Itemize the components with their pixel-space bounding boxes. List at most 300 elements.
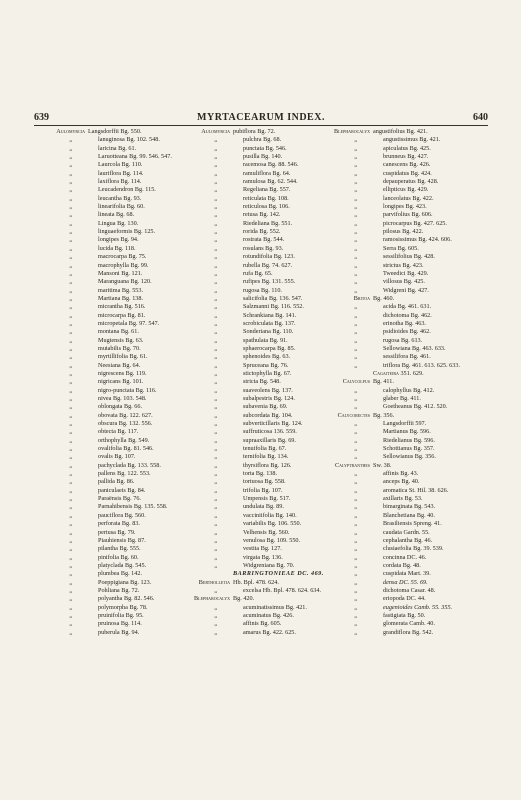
species-entry-text: Schottianus Bg. 357. [383,445,435,453]
species-entry-text: stricta Bg. 548. [243,378,281,386]
genus-name: Calycorectes [337,411,370,419]
ditto-mark: „ [354,478,357,486]
species-entry-text: lanceolatus Bg. 422. [383,194,434,202]
index-entry [214,361,373,370]
species-entry-text: pallida Bg. 86. [98,478,135,486]
ditto-mark: „ [69,303,72,311]
ditto-mark: „ [214,219,217,227]
index-entry [354,453,521,461]
ditto-mark: „ [354,144,357,152]
species-entry-text: supraaxillaris Bg. 69. [243,436,296,444]
species-entry-text: subcordata Bg. 104. [243,411,293,419]
ditto-mark: „ [69,528,72,536]
ditto-mark: „ [214,620,217,628]
ditto-mark: „ [69,169,72,177]
index-entry [354,303,521,311]
ditto-mark: „ [214,628,217,636]
species-entry-text: torta Bg. 138. [243,470,278,478]
ditto-mark: „ [69,495,72,503]
ditto-mark: „ [354,328,357,336]
species-entry-text: rufa Bg. 65. [243,269,273,277]
index-entry [214,403,373,411]
ditto-mark: „ [354,545,357,553]
ditto-mark: „ [214,411,217,419]
index-entry [354,578,521,587]
index-entry [214,503,373,511]
page-header [34,112,488,124]
species-entry-text: tortuosa Bg. 558. [243,478,286,486]
species-entry-text: Maranguana Bg. 120. [98,278,152,286]
species-entry-text: eugenioides Camb. 55. 355. [383,603,453,611]
index-entry [214,386,373,395]
genus-name: Calycolpus [342,378,370,386]
ditto-mark: „ [354,495,357,503]
species-entry-text: Spruceana Bg. 76. [243,361,289,369]
index-entry [354,386,521,395]
species-entry-text: Laurcola Bg. 110. [98,161,143,169]
index-entry [354,344,521,353]
index-entry [354,628,521,637]
species-entry-text: Goetheanus Bg. 412. 520. [383,403,448,411]
ditto-mark: „ [214,303,217,311]
ditto-mark: „ [354,386,357,394]
species-entry-text: excelsa Hb. Bpl. 478. 624. 634. [243,586,322,594]
ditto-mark: „ [214,386,217,394]
ditto-mark: „ [214,503,217,511]
index-entry [373,370,521,378]
index-entry [354,620,521,628]
index-entry [334,461,521,470]
species-entry-text: sessilifora Bg. 461. [383,353,431,361]
index-entry [214,261,373,270]
page-number-right: 640 [473,112,488,123]
ditto-mark: „ [354,536,357,544]
ditto-mark: „ [214,478,217,486]
species-entry-text: Martianus Bg. 596. [383,428,431,436]
ditto-mark: „ [69,486,72,494]
species-entry-text: fastigiata Bg. 50. [383,611,426,619]
species-entry-text: reticulosa Bg. 106. [243,203,290,211]
ditto-mark: „ [69,311,72,319]
ditto-mark: „ [214,336,217,344]
index-entry [214,336,373,345]
species-entry-text: leucantha Bg. 93. [98,194,142,202]
species-entry-text: polyantha Bg. 82. 546. [98,595,155,603]
ditto-mark: „ [69,586,72,594]
index-entry [354,353,521,361]
ditto-mark: „ [69,445,72,453]
index-entry [354,528,521,537]
species-entry-text: montana Bg. 61. [98,328,139,336]
species-entry-text: brunneus Bg. 427. [383,153,429,161]
species-entry-text: Brasiliensis Spreng. 41. [383,520,442,528]
species-entry-text: Langsdorffii 597. [383,420,427,428]
species-entry-text: Riedelianus Bg. 596. [383,436,435,444]
index-entry [354,211,521,219]
species-entry-text: pachyclada Bg. 133. 558. [98,461,161,469]
ditto-mark: „ [214,395,217,402]
ditto-mark: „ [354,186,357,194]
index-entry [214,303,373,311]
species-entry-text: cordata Bg. 48. [383,561,421,569]
ditto-mark: „ [354,420,357,428]
ditto-mark: „ [69,286,72,294]
species-entry-text: variabilis Bg. 106. 550. [243,520,302,528]
ditto-mark: „ [69,328,72,336]
genus-name: Blepharocalyx [334,128,370,135]
ditto-mark: „ [214,445,217,453]
species-entry-text: parvifolius Bg. 606. [383,211,433,219]
ditto-mark: „ [214,328,217,336]
genus-name: Bertholletia [198,578,230,586]
species-entry-text: pinifolia Bg. 60. [98,553,139,561]
index-entry [214,445,373,453]
ditto-mark: „ [214,203,217,211]
genus-entry-text: Sw. 38. [373,461,392,469]
ditto-mark: „ [69,436,72,444]
index-entry [354,228,521,236]
index-entry [354,420,521,428]
ditto-mark: „ [69,353,72,361]
ditto-mark: „ [69,369,72,377]
species-entry-text: Regeliana Bg. 557. [243,186,291,194]
species-entry-text: linearifolia Bg. 60. [98,203,145,211]
ditto-mark: „ [214,344,217,352]
ditto-mark: „ [214,319,217,327]
ditto-mark: „ [214,253,217,261]
index-entry [214,269,373,278]
index-entry [354,586,521,595]
species-entry-text: ramosissimus Bg. 424. 606. [383,236,452,244]
ditto-mark: „ [214,228,217,236]
ditto-mark: „ [69,470,72,478]
species-entry-text: suaveolens Bg. 137. [243,386,293,394]
ditto-mark: „ [354,178,357,186]
species-entry-text: amarus Bg. 422. 625. [243,628,296,636]
species-entry-text: orthophylla Bg. 549. [98,436,150,444]
ditto-mark: „ [214,186,217,194]
species-entry-text: reticulata Bg. 108. [243,194,289,202]
species-entry-text: sessilifolius Bg. 428. [383,253,435,261]
index-entry [214,453,373,461]
ditto-mark: „ [214,611,217,619]
species-entry-text: rotundifolia Bg. 123. [243,253,295,261]
ditto-mark: „ [354,319,357,327]
ditto-mark: „ [214,486,217,494]
index-entry [214,470,373,478]
ditto-mark: „ [354,403,357,411]
index-entry [214,545,373,553]
index-entry [337,411,521,420]
species-entry-text: perforata Bg. 83. [98,520,140,528]
index-entry [233,570,373,578]
index-entry [354,219,521,228]
ditto-mark: „ [214,278,217,286]
species-entry-text: Widgreniana Bg. 70. [243,561,295,569]
index-entry [214,344,373,353]
species-entry-text: scrobiculata Bg. 137. [243,319,296,327]
species-entry-text: calophyllus Bg. 412. [383,386,435,394]
ditto-mark: „ [69,628,72,636]
species-entry-text: spathulata Bg. 91. [243,336,288,344]
species-entry-text: punctata Bg. 546. [243,144,287,152]
species-entry-text: ovalifolia Bg. 81. 546. [98,445,154,453]
species-entry-text: micrantha Bg. 516. [98,303,146,311]
page-number-left: 639 [34,112,49,123]
index-entry [354,403,521,411]
index-entry [214,628,373,637]
ditto-mark: „ [354,595,357,603]
ditto-mark: „ [354,486,357,494]
genus-entry-text: Bg. 411. [373,378,394,386]
species-entry-text: sphenoides Bg. 63. [243,353,291,361]
ditto-mark: „ [214,470,217,478]
ditto-mark: „ [354,361,357,369]
ditto-mark: „ [214,369,217,377]
species-entry-text: longipes Bg. 423. [383,203,427,211]
ditto-mark: „ [69,378,72,386]
index-entry [214,244,373,253]
species-entry-text: glomerata Camb. 40. [383,620,435,628]
index-column-3 [334,128,521,637]
ditto-mark: „ [214,178,217,186]
ditto-mark: „ [354,153,357,161]
index-entry [354,495,521,503]
ditto-mark: „ [214,153,217,161]
species-entry-text: concinna DC. 46. [383,553,427,561]
page-title: MYRTACEARUM INDEX. [197,112,325,123]
header-rule [34,125,488,126]
ditto-mark: „ [69,186,72,194]
species-entry-text: villosus Bg. 425. [383,278,425,286]
index-entry [214,561,373,570]
species-entry-text: Parnahibensis Bg. 135. 558. [98,503,168,511]
species-entry-text: cuspidata Mart. 39. [383,570,431,578]
species-entry-text: Mansoni Bg. 121. [98,269,143,277]
index-entry [214,611,373,620]
ditto-mark: „ [214,144,217,152]
genus-entry-text: pubiflora Bg. 72. [233,128,276,135]
species-entry-text: angustissimus Bg. 421. [383,136,441,144]
ditto-mark: „ [354,244,357,252]
ditto-mark: „ [69,161,72,169]
species-entry-text: rugosa Bg. 613. [383,336,423,344]
ditto-mark: „ [354,161,357,169]
index-entry [354,361,521,370]
ditto-mark: „ [69,603,72,611]
ditto-mark: „ [214,211,217,219]
species-entry-text: pusilla Bg. 140. [243,153,283,161]
ditto-mark: „ [354,269,357,277]
species-entry-text: rostrata Bg. 544. [243,236,285,244]
ditto-mark: „ [214,261,217,269]
ditto-mark: „ [354,428,357,436]
ditto-mark: „ [69,461,72,469]
ditto-mark: „ [69,194,72,202]
species-entry-text: Neesiana Bg. 64. [98,361,141,369]
index-entry [334,128,521,136]
index-entry [353,294,521,303]
index-entry [214,144,373,153]
index-entry [354,194,521,203]
index-entry [354,319,521,328]
species-entry-text: Salzmanni Bg. 116. 552. [243,303,304,311]
species-entry-text: Blanchetiana Bg. 40. [383,511,435,519]
index-entry [214,253,373,261]
index-entry [354,161,521,169]
species-entry-text: virgata Bg. 136. [243,553,283,561]
index-entry [354,536,521,545]
ditto-mark: „ [214,603,217,611]
ditto-mark: „ [214,511,217,519]
index-entry [214,236,373,244]
genus-entry-text: Hb. Bpl. 478. 624. [233,578,279,586]
ditto-mark: „ [214,311,217,319]
index-entry [214,369,373,378]
species-entry-text: ramulosa Bg. 62. 544. [243,178,298,186]
index-entry [214,294,373,303]
species-entry-text: Sonderiana Bg. 110. [243,328,294,336]
ditto-mark: „ [69,253,72,261]
species-entry-text: nigrescens Bg. 119. [98,369,147,377]
index-entry [214,278,373,286]
index-entry [214,436,373,445]
index-entry [69,570,236,578]
species-entry-text: apiculatus Bg. 425. [383,144,431,152]
genus-entry-text: Bg. 420. [233,595,255,603]
index-entry [214,603,373,612]
species-entry-text: lanuginosa Bg. 102. 548. [98,136,160,144]
species-entry-text: rubella Bg. 74. 627. [243,261,293,269]
species-entry-text: pertusa Bg. 79. [98,528,136,536]
species-entry-text: aromatica St. Hil. 38. 626. [383,486,449,494]
species-entry-text: puberula Bg. 94. [98,628,140,636]
species-entry-text: Sellowiana Bg. 463. 633. [383,344,446,352]
species-entry-text: paniculaeis Bg. 84. [98,486,146,494]
species-entry-text: cuspidatus Bg. 424. [383,169,432,177]
ditto-mark: „ [69,319,72,327]
index-entry [214,186,373,194]
species-entry-text: anceps Bg. 40. [383,478,420,486]
index-entry [354,470,521,478]
species-entry-text: canescens Bg. 426. [383,161,431,169]
ditto-mark: „ [354,503,357,511]
species-entry-text: Martiana Bg. 138. [98,294,144,302]
ditto-mark: „ [69,136,72,144]
genus-name: Calyptranthes [334,461,370,469]
species-entry-text: axillaris Bg. 53. [383,495,423,503]
species-entry-text: Tweedici Bg. 429. [383,269,429,277]
ditto-mark: „ [354,344,357,352]
ditto-mark: „ [69,478,72,486]
index-entry [214,478,373,486]
index-entry [354,395,521,403]
ditto-mark: „ [354,570,357,578]
species-entry-text: affinis Bg. 43. [383,470,419,478]
index-entry [194,595,373,603]
ditto-mark: „ [354,603,357,611]
ditto-mark: „ [214,194,217,202]
species-entry-text: suffruticosa 136. 559. [243,428,297,436]
ditto-mark: „ [214,495,217,503]
species-entry-text: nigro-punctata Bg. 116. [98,386,157,394]
species-entry-text: acuminatissimus Bg. 421. [243,603,307,611]
ditto-mark: „ [214,286,217,294]
index-entry [214,520,373,528]
index-entry [354,428,521,436]
ditto-mark: „ [214,528,217,536]
ditto-mark: „ [354,261,357,269]
genus-name: Blepharocalyx [194,595,230,603]
species-entry-text: affinis Bg. 605. [243,620,282,628]
index-entry [214,536,373,545]
index-entry [354,186,521,194]
species-entry-text: macrophylla Bg. 99. [98,261,149,269]
species-entry-text: nivea Bg. 103. 548. [98,395,147,402]
ditto-mark: „ [69,294,72,302]
ditto-mark: „ [69,420,72,428]
genus-name: Britoa [353,294,370,302]
index-entry [214,211,373,219]
ditto-mark: „ [354,219,357,227]
index-entry [354,153,521,161]
index-entry [354,545,521,553]
index-entry [354,328,521,336]
species-entry-text: Laruotteana Bg. 99. 546. 547. [98,153,172,161]
index-entry [354,286,521,295]
ditto-mark: „ [354,211,357,219]
species-entry-text: erinotha Bg. 463. [383,319,426,327]
ditto-mark: „ [354,228,357,236]
ditto-mark: „ [69,386,72,394]
ditto-mark: „ [354,445,357,453]
ditto-mark: „ [354,620,357,628]
species-entry-text: grandiflora Bg. 542. [383,628,434,636]
ditto-mark: „ [354,303,357,311]
species-entry-text: sphaerocarpa Bg. 85. [243,344,296,352]
ditto-mark: „ [354,628,357,636]
species-entry-text: BARRINGTONIEAE DC. 469. [233,570,324,578]
species-entry-text: longipes Bg. 94. [98,236,139,244]
species-entry-text: pruinosa Bg. 114. [98,620,142,628]
ditto-mark: „ [354,553,357,561]
ditto-mark: „ [354,520,357,528]
ditto-mark: „ [69,545,72,553]
species-entry-text: undulata Bg. 89. [243,503,284,511]
species-entry-text: rufipes Bg. 131. 555. [243,278,296,286]
index-entry [214,511,373,520]
index-entry [214,203,373,211]
species-entry-text: clusiaefolia Bg. 39. 539. [383,545,444,553]
index-entry [354,311,521,320]
species-entry-text: Cagaiteira 351. 629. [373,369,424,377]
index-entry [214,486,373,495]
species-entry-text: ternifolia Bg. 134. [243,453,289,461]
species-entry-text: subalpestris Bg. 124. [243,395,295,402]
species-entry-text: lineata Bg. 68. [98,211,135,219]
ditto-mark: „ [69,178,72,186]
ditto-mark: „ [69,511,72,519]
ditto-mark: „ [69,244,72,252]
ditto-mark: „ [214,553,217,561]
index-entry [214,353,373,361]
index-entry [214,586,373,595]
index-entry [198,578,373,587]
index-entry [354,595,521,603]
index-entry [354,570,521,578]
ditto-mark: „ [354,311,357,319]
ditto-mark: „ [354,169,357,177]
